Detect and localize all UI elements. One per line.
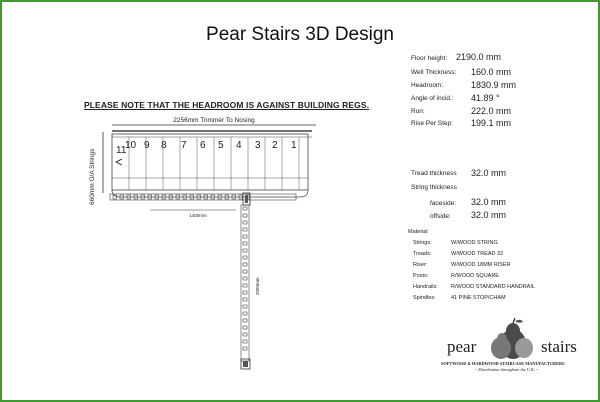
top-dimension-label: 2256mm Trimmer To Nosing (173, 117, 255, 124)
spec-label: String thickness (411, 184, 457, 191)
logo-word-stairs: stairs (541, 337, 577, 356)
pear-icon (487, 318, 537, 360)
bottom-nosing (112, 190, 308, 197)
tread-number-3: 3 (255, 140, 261, 151)
tread-number-10: 10 (125, 140, 137, 151)
spec-value: 222.0 mm (471, 106, 512, 116)
spec-value: 1830.9 mm (471, 80, 517, 90)
tread-number-6: 6 (200, 140, 206, 151)
bottom-dimension-label: 1400mm (189, 213, 207, 218)
spec-value: 160.0 mm (471, 67, 512, 77)
headroom-warning: PLEASE NOTE THAT THE HEADROOM IS AGAINST BUILDING REGS. (84, 100, 370, 110)
direction-arrow (116, 159, 122, 165)
spec-value: 199.1 mm (471, 118, 512, 128)
tread-number-4: 4 (236, 140, 242, 151)
spec-label: Tread thickness (411, 170, 457, 177)
tread-number-5: 5 (218, 140, 224, 151)
tread-number-11: 11 (116, 145, 127, 156)
spec-value: 32.0 mm (471, 168, 507, 178)
tread-numbers (116, 140, 297, 156)
spec-value: 32.0 mm (471, 197, 507, 207)
spec-label: Run: (411, 108, 425, 115)
material-label: Handrails: (413, 284, 438, 290)
spec-label: Well Thickness: (411, 69, 457, 76)
stair-plan-drawing (80, 112, 320, 382)
material-label: Strings: (413, 240, 432, 246)
spec-label: Rise Per Step: (411, 120, 453, 127)
logo-tagline: SOFTWOOD & HARDWOOD STAIRCASE MANUFACTURERS (441, 361, 565, 366)
material-heading: Material (408, 229, 428, 235)
tread-number-7: 7 (181, 140, 187, 151)
logo-word-pear: pear (447, 337, 477, 356)
vertical-balustrade (241, 205, 249, 361)
material-label: Treads: (413, 251, 432, 257)
spec-label: Headroom: (411, 82, 444, 89)
tread-number-9: 9 (144, 140, 150, 151)
material-value: R/WOOD STANDARD HANDRAIL (451, 284, 535, 290)
spec-value: 32.0 mm (471, 210, 507, 220)
material-label: Riser: (413, 262, 428, 268)
tread-number-2: 2 (272, 140, 278, 151)
vertical-dimension-label: 2050mm (255, 277, 260, 295)
material-value: R/WOOD SQUARE (451, 273, 499, 279)
tread-number-1: 1 (291, 140, 297, 151)
spec-label: offside: (430, 213, 451, 220)
material-value: W/WOOD STRING (451, 240, 498, 246)
material-label: Spindles: (413, 295, 436, 301)
page-title: Pear Stairs 3D Design (206, 24, 394, 45)
material-label: Posts: (413, 273, 429, 279)
material-value: W/WOOD 18MM RISER (451, 262, 511, 268)
spec-label: Angle of incid.: (411, 95, 454, 102)
pear-stairs-logo (441, 318, 595, 378)
spec-label: Floor height: (411, 55, 448, 62)
logo-subtag: ~ Distribution throughout the U.K. ~ (475, 367, 539, 372)
spec-label: faceside: (430, 200, 457, 207)
spec-value: 2190.0 mm (456, 52, 502, 62)
spec-value: 41.89 ° (471, 93, 500, 103)
stair-outline (112, 134, 308, 190)
tread-number-8: 8 (161, 140, 167, 151)
material-value: W/WOOD TREAD 32 (451, 251, 504, 257)
material-value: 41 PINE STOP/CHAM (451, 295, 506, 301)
side-dimension-label: 660mm O/A Strings (89, 148, 96, 205)
